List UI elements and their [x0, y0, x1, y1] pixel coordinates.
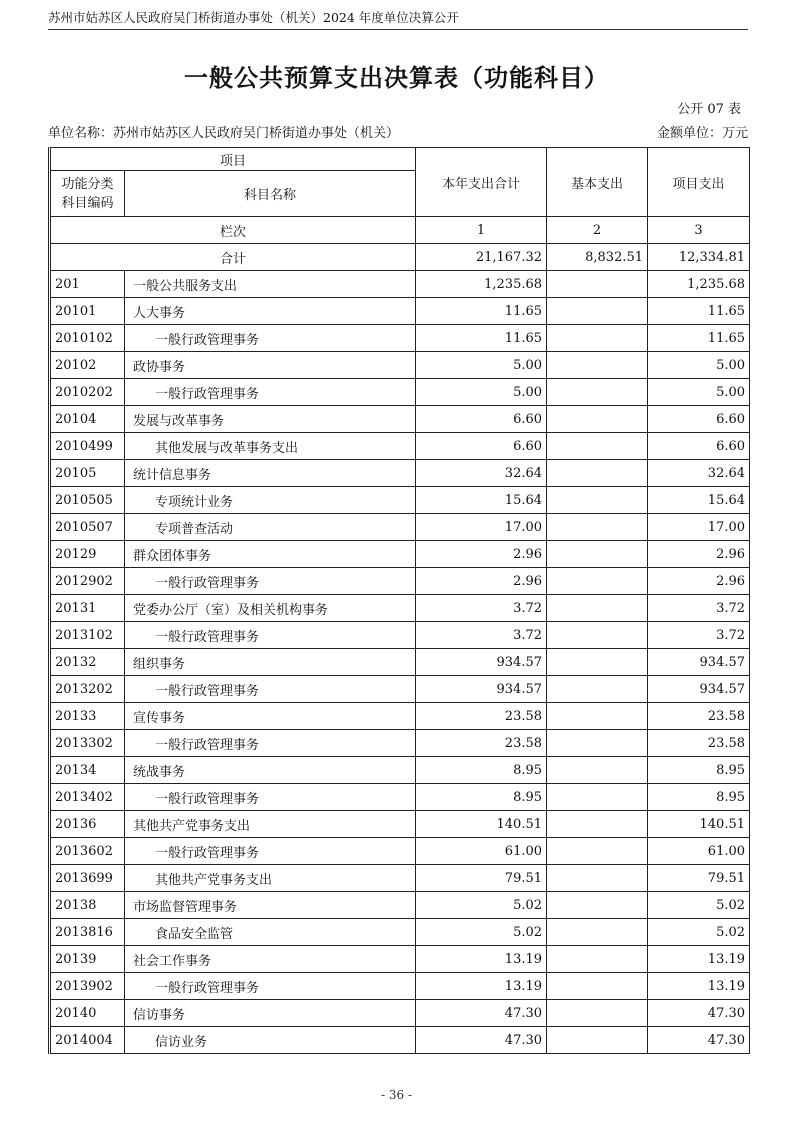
table-row: [50, 568, 750, 595]
table-row: [50, 649, 750, 676]
row-basic: [547, 271, 648, 298]
row-code: 20104: [50, 406, 125, 433]
row-total: 32.64: [416, 460, 547, 487]
row-project: 47.30: [648, 1000, 750, 1027]
row-project: 47.30: [648, 1027, 750, 1054]
row-code: 20131: [50, 595, 125, 622]
table-row: [50, 541, 750, 568]
row-code: 2010102: [50, 325, 125, 352]
row-basic: [547, 865, 648, 892]
row-name: 一般行政管理事务: [125, 784, 416, 811]
row-code: 20105: [50, 460, 125, 487]
table-row: [50, 838, 750, 865]
row-project: 5.00: [648, 352, 750, 379]
page-title: 一般公共预算支出决算表（功能科目）: [184, 64, 609, 92]
row-project: 8.95: [648, 757, 750, 784]
row-code: 2010499: [50, 433, 125, 460]
row-basic: [547, 568, 648, 595]
row-project: 6.60: [648, 433, 750, 460]
row-total: 6.60: [416, 433, 547, 460]
table-row: [50, 946, 750, 973]
row-name: 群众团体事务: [125, 541, 416, 568]
row-name: 其他共产党事务支出: [125, 865, 416, 892]
row-project: 23.58: [648, 703, 750, 730]
column-no-2: 2: [547, 217, 648, 244]
row-project: 934.57: [648, 676, 750, 703]
row-basic: [547, 703, 648, 730]
row-project: 11.65: [648, 325, 750, 352]
row-total: 5.00: [416, 352, 547, 379]
row-basic: [547, 514, 648, 541]
table-row: [50, 379, 750, 406]
row-code: 2012902: [50, 568, 125, 595]
row-name: 一般行政管理事务: [125, 325, 416, 352]
row-basic: [547, 919, 648, 946]
row-basic: [547, 622, 648, 649]
row-code: 2013202: [50, 676, 125, 703]
row-basic: [547, 784, 648, 811]
row-project: 140.51: [648, 811, 750, 838]
expenditure-table: [48, 147, 750, 1054]
row-basic: [547, 406, 648, 433]
table-row: [50, 703, 750, 730]
row-code: 20102: [50, 352, 125, 379]
header-basic: 基本支出: [547, 148, 648, 217]
sum-total: 21,167.32: [416, 244, 547, 271]
row-total: 23.58: [416, 730, 547, 757]
table-row: [50, 514, 750, 541]
row-total: 2.96: [416, 568, 547, 595]
row-code: 2013602: [50, 838, 125, 865]
row-code: 20136: [50, 811, 125, 838]
row-basic: [547, 325, 648, 352]
row-total: 1,235.68: [416, 271, 547, 298]
table-row: [50, 487, 750, 514]
table-row: [50, 919, 750, 946]
row-code: 20140: [50, 1000, 125, 1027]
row-name: 信访业务: [125, 1027, 416, 1054]
row-total: 17.00: [416, 514, 547, 541]
row-project: 5.02: [648, 919, 750, 946]
row-name: 统战事务: [125, 757, 416, 784]
row-total: 3.72: [416, 595, 547, 622]
table-row: [50, 1027, 750, 1054]
row-total: 79.51: [416, 865, 547, 892]
table-row: [50, 622, 750, 649]
row-code: 20132: [50, 649, 125, 676]
row-project: 8.95: [648, 784, 750, 811]
row-code: 2010507: [50, 514, 125, 541]
row-total: 23.58: [416, 703, 547, 730]
table-row: [50, 406, 750, 433]
row-project: 3.72: [648, 622, 750, 649]
row-total: 61.00: [416, 838, 547, 865]
row-basic: [547, 433, 648, 460]
row-basic: [547, 460, 648, 487]
row-basic: [547, 730, 648, 757]
row-name: 党委办公厅（室）及相关机构事务: [125, 595, 416, 622]
row-basic: [547, 1000, 648, 1027]
row-project: 5.02: [648, 892, 750, 919]
header-project: 项目: [50, 148, 416, 171]
row-code: 2013402: [50, 784, 125, 811]
row-basic: [547, 973, 648, 1000]
row-project: 17.00: [648, 514, 750, 541]
row-basic: [547, 541, 648, 568]
header-name: 科目名称: [125, 171, 416, 217]
row-project: 3.72: [648, 595, 750, 622]
row-name: 一般行政管理事务: [125, 730, 416, 757]
sum-basic: 8,832.51: [547, 244, 648, 271]
row-name: 一般行政管理事务: [125, 568, 416, 595]
row-project: 23.58: [648, 730, 750, 757]
currency-unit: 金额单位：万元: [656, 126, 748, 141]
column-no-3: 3: [648, 217, 750, 244]
row-project: 15.64: [648, 487, 750, 514]
row-code: 2013902: [50, 973, 125, 1000]
row-name: 市场监督管理事务: [125, 892, 416, 919]
row-name: 一般行政管理事务: [125, 838, 416, 865]
table-row: [50, 811, 750, 838]
row-project: 32.64: [648, 460, 750, 487]
row-name: 一般行政管理事务: [125, 379, 416, 406]
unit-name: 单位名称：苏州市姑苏区人民政府吴门桥街道办事处（机关）: [48, 126, 400, 141]
table-row: [50, 1000, 750, 1027]
sum-label: 合计: [50, 244, 416, 271]
table-row: [50, 595, 750, 622]
report-meta: [48, 122, 748, 141]
row-name: 其他发展与改革事务支出: [125, 433, 416, 460]
row-code: 20139: [50, 946, 125, 973]
row-total: 47.30: [416, 1027, 547, 1054]
row-project: 13.19: [648, 946, 750, 973]
row-total: 8.95: [416, 757, 547, 784]
table-row: [50, 271, 750, 298]
row-code: 2013302: [50, 730, 125, 757]
column-label: 栏次: [50, 217, 416, 244]
row-code: 2014004: [50, 1027, 125, 1054]
row-code: 20101: [50, 298, 125, 325]
row-name: 人大事务: [125, 298, 416, 325]
row-project: 79.51: [648, 865, 750, 892]
row-total: 3.72: [416, 622, 547, 649]
row-code: 2013699: [50, 865, 125, 892]
row-basic: [547, 352, 648, 379]
row-basic: [547, 838, 648, 865]
running-header: 苏州市姑苏区人民政府吴门桥街道办事处（机关）2024 年度单位决算公开: [48, 8, 748, 30]
row-total: 934.57: [416, 649, 547, 676]
row-total: 934.57: [416, 676, 547, 703]
table-row: [50, 730, 750, 757]
table-row: [50, 460, 750, 487]
row-name: 专项普查活动: [125, 514, 416, 541]
table-row: [50, 892, 750, 919]
row-total: 11.65: [416, 298, 547, 325]
column-no-1: 1: [416, 217, 547, 244]
row-basic: [547, 649, 648, 676]
row-name: 宣传事务: [125, 703, 416, 730]
row-basic: [547, 757, 648, 784]
header-project-expense: 项目支出: [648, 148, 750, 217]
header-code: 功能分类 科目编码: [50, 171, 125, 217]
row-basic: [547, 892, 648, 919]
row-total: 140.51: [416, 811, 547, 838]
row-basic: [547, 676, 648, 703]
row-name: 一般公共服务支出: [125, 271, 416, 298]
row-total: 5.02: [416, 919, 547, 946]
table-row: [50, 784, 750, 811]
row-basic: [547, 487, 648, 514]
sum-project: 12,334.81: [648, 244, 750, 271]
row-basic: [547, 946, 648, 973]
row-code: 20133: [50, 703, 125, 730]
table-row: [50, 352, 750, 379]
row-code: 20129: [50, 541, 125, 568]
row-basic: [547, 595, 648, 622]
row-total: 15.64: [416, 487, 547, 514]
row-project: 2.96: [648, 541, 750, 568]
row-name: 一般行政管理事务: [125, 676, 416, 703]
table-row: [50, 298, 750, 325]
row-basic: [547, 298, 648, 325]
row-code: 2013816: [50, 919, 125, 946]
row-total: 5.02: [416, 892, 547, 919]
row-code: 2010505: [50, 487, 125, 514]
row-total: 47.30: [416, 1000, 547, 1027]
row-name: 发展与改革事务: [125, 406, 416, 433]
table-row: [50, 325, 750, 352]
row-name: 社会工作事务: [125, 946, 416, 973]
row-total: 8.95: [416, 784, 547, 811]
row-total: 5.00: [416, 379, 547, 406]
row-total: 11.65: [416, 325, 547, 352]
page-number: - 36 -: [380, 1088, 412, 1102]
row-total: 2.96: [416, 541, 547, 568]
table-row: [50, 973, 750, 1000]
row-project: 934.57: [648, 649, 750, 676]
row-total: 13.19: [416, 946, 547, 973]
table-row: [50, 757, 750, 784]
row-name: 专项统计业务: [125, 487, 416, 514]
table-row: [50, 676, 750, 703]
row-name: 组织事务: [125, 649, 416, 676]
row-project: 61.00: [648, 838, 750, 865]
row-name: 一般行政管理事务: [125, 973, 416, 1000]
row-project: 6.60: [648, 406, 750, 433]
row-project: 2.96: [648, 568, 750, 595]
row-name: 食品安全监管: [125, 919, 416, 946]
column-number-row: [50, 217, 750, 244]
table-row: [50, 865, 750, 892]
row-code: 20134: [50, 757, 125, 784]
row-project: 11.65: [648, 298, 750, 325]
form-number: 公开 07 表: [677, 102, 741, 117]
row-total: 6.60: [416, 406, 547, 433]
row-name: 其他共产党事务支出: [125, 811, 416, 838]
row-basic: [547, 811, 648, 838]
table-row: [50, 433, 750, 460]
header-total: 本年支出合计: [416, 148, 547, 217]
row-name: 信访事务: [125, 1000, 416, 1027]
row-code: 20138: [50, 892, 125, 919]
row-name: 一般行政管理事务: [125, 622, 416, 649]
row-project: 1,235.68: [648, 271, 750, 298]
row-basic: [547, 1027, 648, 1054]
sum-row: [50, 244, 750, 271]
row-basic: [547, 379, 648, 406]
row-code: 2013102: [50, 622, 125, 649]
row-total: 13.19: [416, 973, 547, 1000]
row-name: 政协事务: [125, 352, 416, 379]
row-name: 统计信息事务: [125, 460, 416, 487]
row-project: 5.00: [648, 379, 750, 406]
row-code: 2010202: [50, 379, 125, 406]
row-project: 13.19: [648, 973, 750, 1000]
row-code: 201: [50, 271, 125, 298]
